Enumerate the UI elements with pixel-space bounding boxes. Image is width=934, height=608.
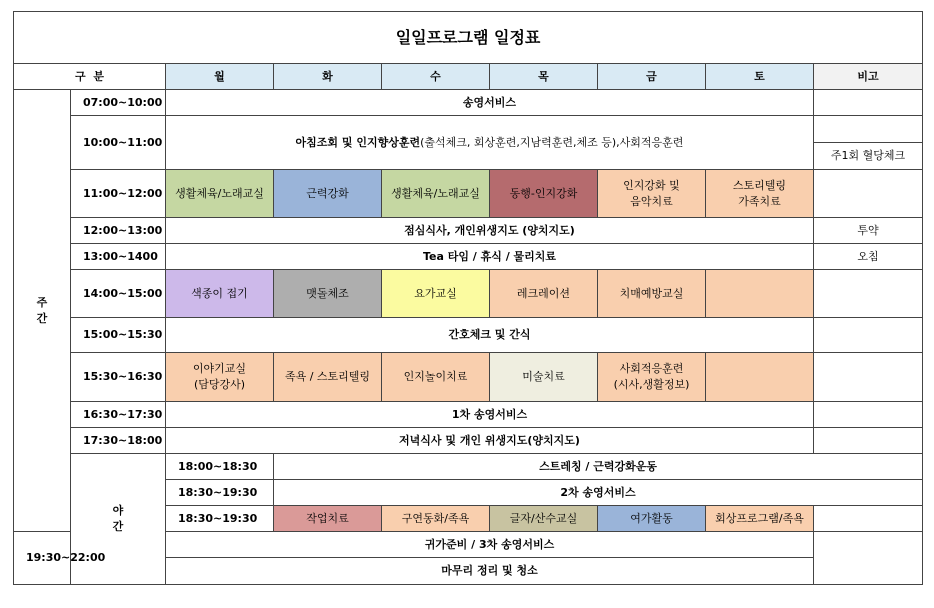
time-cell: 11:00~12:00 — [71, 170, 166, 218]
program-detail: (출석체크, 회상훈련,지남력훈련,체조 등),사회적응훈련 — [420, 135, 684, 149]
program-cell: 마무리 정리 및 청소 — [166, 558, 814, 585]
time-cell: 12:00~13:00 — [71, 218, 166, 244]
program-cell: 생활체육/노래교실 — [382, 170, 490, 218]
note-cell — [814, 402, 923, 428]
program-cell: 인지강화 및 음악치료 — [598, 170, 706, 218]
note-cell — [814, 270, 923, 318]
note-cell: 오침 — [814, 244, 923, 270]
program-cell: 귀가준비 / 3차 송영서비스 — [166, 532, 814, 558]
program-cell: 맷돌체조 — [274, 270, 382, 318]
program-cell — [166, 116, 814, 170]
program-cell: 저녁식사 및 개인 위생지도(양치지도) — [166, 428, 814, 454]
note-cell — [814, 318, 923, 353]
time-cell: 18:30~19:30 — [166, 480, 274, 506]
time-cell: 07:00~10:00 — [71, 90, 166, 116]
program-cell: 미술치료 — [490, 353, 598, 402]
program-cell: 글자/산수교실 — [490, 506, 598, 532]
header-day-mon: 월 — [166, 64, 274, 90]
program-cell: 생활체육/노래교실 — [166, 170, 274, 218]
schedule-table — [13, 11, 923, 585]
program-cell — [706, 353, 814, 402]
time-cell: 14:00~15:00 — [71, 270, 166, 318]
time-cell: 17:30~18:00 — [71, 428, 166, 454]
program-cell: 레크레이션 — [490, 270, 598, 318]
program-cell: 구연동화/족욕 — [382, 506, 490, 532]
time-cell: 13:00~1400 — [71, 244, 166, 270]
program-title: 아침조회 및 인지향상훈련 — [295, 135, 421, 149]
program-cell — [814, 506, 923, 532]
section-night: 야 간 — [71, 454, 166, 585]
program-cell: 1차 송영서비스 — [166, 402, 814, 428]
program-cell: 송영서비스 — [166, 90, 814, 116]
program-cell: 근력강화 — [274, 170, 382, 218]
program-cell: 2차 송영서비스 — [274, 480, 923, 506]
program-cell: 스트레칭 / 근력강화운동 — [274, 454, 923, 480]
program-cell: 동행-인지강화 — [490, 170, 598, 218]
program-cell: 점심식사, 개인위생지도 (양치지도) — [166, 218, 814, 244]
program-cell: 요가교실 — [382, 270, 490, 318]
program-cell — [706, 270, 814, 318]
time-cell: 15:00~15:30 — [71, 318, 166, 353]
header-day-tue: 화 — [274, 64, 382, 90]
program-cell: 사회적응훈련 (시사,생활정보) — [598, 353, 706, 402]
note-cell — [814, 428, 923, 454]
program-cell: 치매예방교실 — [598, 270, 706, 318]
note-text: 주1회 혈당체크 — [830, 149, 906, 162]
program-cell: 족욕 / 스토리텔링 — [274, 353, 382, 402]
header-day-thu: 목 — [490, 64, 598, 90]
note-cell — [814, 170, 923, 218]
note-cell — [814, 90, 923, 116]
header-gubun: 구 분 — [14, 64, 166, 90]
header-day-fri: 금 — [598, 64, 706, 90]
section-day: 주 간 — [14, 90, 71, 532]
time-cell: 10:00~11:00 — [71, 116, 166, 170]
program-cell: 간호체크 및 간식 — [166, 318, 814, 353]
header-note: 비고 — [814, 64, 923, 90]
program-cell: 여가활동 — [598, 506, 706, 532]
program-cell: 작업치료 — [274, 506, 382, 532]
program-cell: 회상프로그램/족욕 — [706, 506, 814, 532]
time-cell: 19:30~22:00 — [14, 532, 71, 585]
note-cell — [814, 532, 923, 585]
program-cell: 색종이 접기 — [166, 270, 274, 318]
header-day-sat: 토 — [706, 64, 814, 90]
page-title: 일일프로그램 일정표 — [14, 12, 923, 64]
note-cell — [814, 116, 923, 170]
program-cell: Tea 타임 / 휴식 / 물리치료 — [166, 244, 814, 270]
note-cell: 투약 — [814, 218, 923, 244]
program-cell: 스토리텔링 가족치료 — [706, 170, 814, 218]
time-cell: 18:30~19:30 — [166, 506, 274, 532]
program-cell: 이야기교실 (담당강사) — [166, 353, 274, 402]
time-cell: 15:30~16:30 — [71, 353, 166, 402]
header-day-wed: 수 — [382, 64, 490, 90]
note-cell — [814, 353, 923, 402]
time-cell: 18:00~18:30 — [166, 454, 274, 480]
program-cell: 인지놀이치료 — [382, 353, 490, 402]
time-cell: 16:30~17:30 — [71, 402, 166, 428]
